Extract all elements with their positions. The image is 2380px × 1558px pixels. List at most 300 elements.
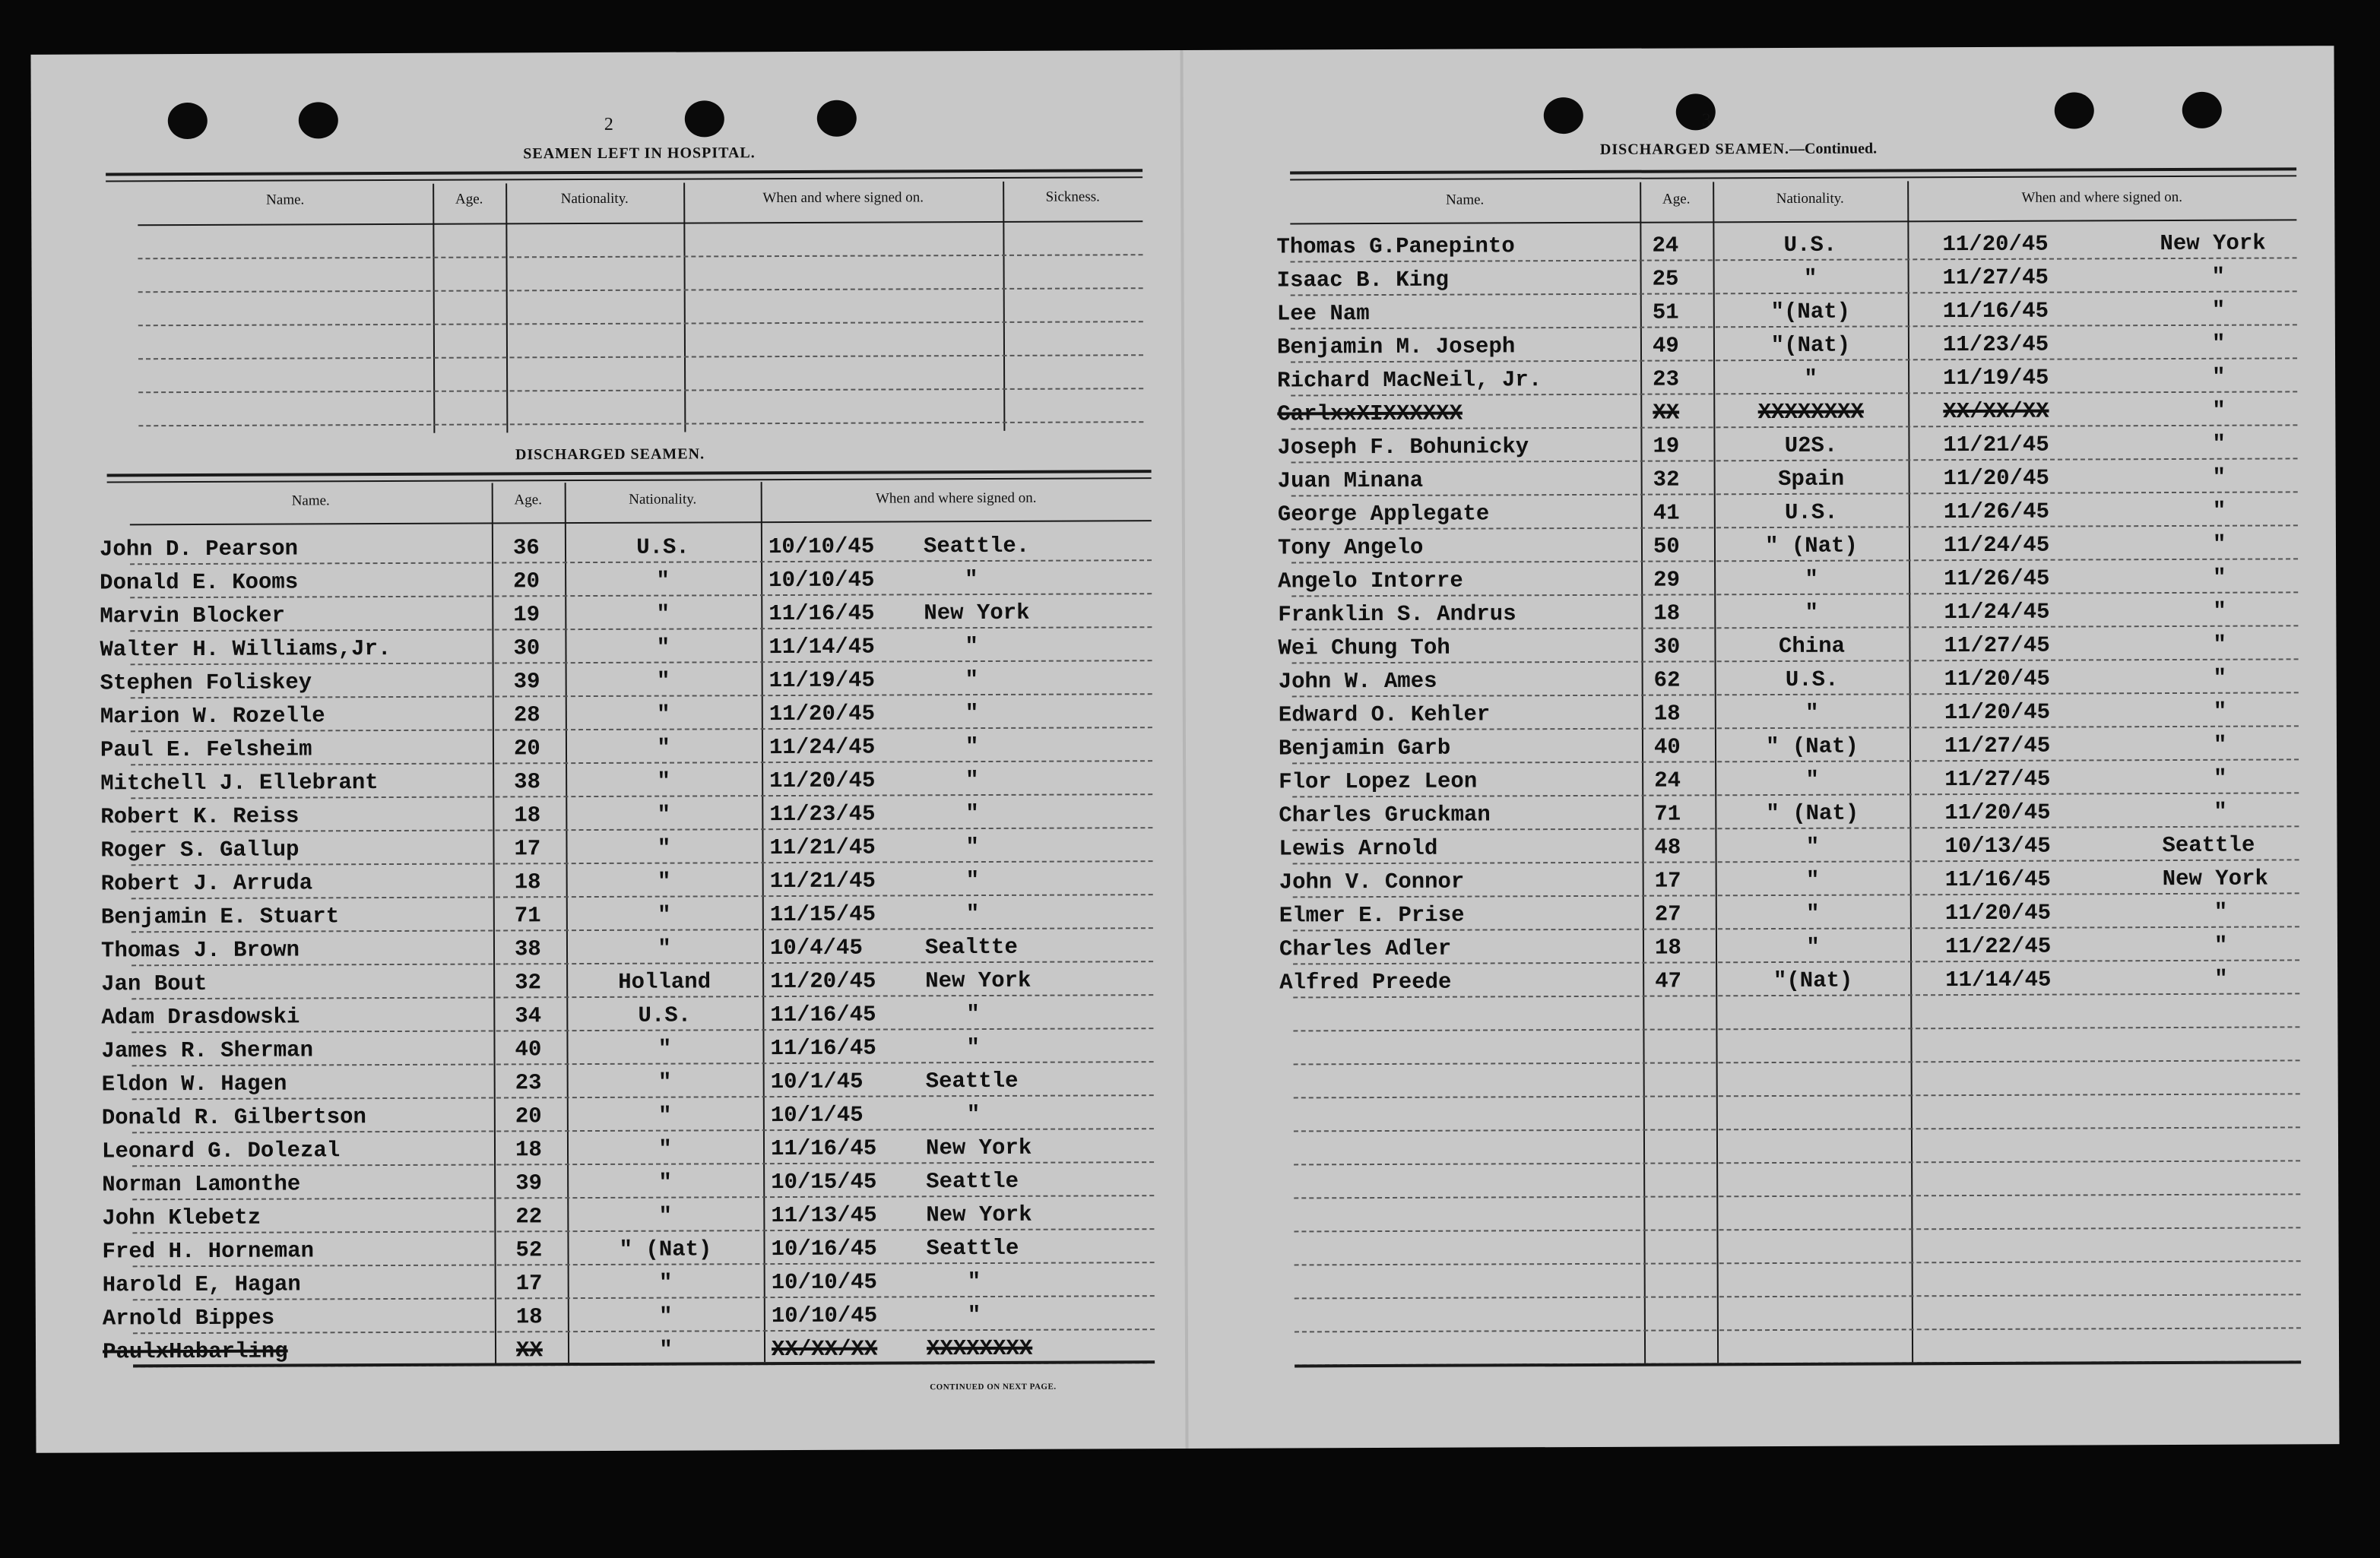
table-rule [107,477,1152,483]
seaman-nationality: " [658,1069,672,1095]
header-age: Age. [1662,191,1691,207]
signed-on-date: 11/20/45 [769,701,876,727]
signed-on-place: " [965,734,979,760]
signed-on-date: 11/24/45 [1944,599,2050,625]
header-signed-on: When and where signed on. [875,489,1037,507]
seaman-name: Jan Bout [101,971,208,997]
page-number: 3 [1701,110,1711,131]
seaman-nationality: "(Nat) [1770,299,1851,325]
seaman-nationality: " [657,802,671,828]
signed-on-place: XXXXXXXX [926,1335,1033,1362]
signed-on-place: " [2212,531,2226,557]
signed-on-place: " [2211,297,2226,323]
seaman-age: 23 [515,1070,542,1096]
seaman-age: 17 [1654,868,1681,894]
seaman-nationality: " [657,835,671,861]
signed-on-place: Seattle [925,1068,1019,1094]
seaman-age: 51 [1652,299,1679,325]
seaman-nationality: U.S. [1785,667,1839,692]
seaman-name: Joseph F. Bohunicky [1277,434,1529,461]
signed-on-date: 11/21/45 [769,868,876,895]
seaman-name: Donald R. Gilbertson [101,1104,366,1131]
seaman-age: 40 [1653,734,1681,760]
signed-on-date: 11/19/45 [1943,365,2049,391]
signed-on-date: 11/27/45 [1944,632,2050,659]
seaman-age: 50 [1653,534,1680,559]
seaman-nationality: " [657,869,671,895]
seaman-name: Fred H. Horneman [102,1238,315,1265]
signed-on-date: 11/20/45 [1942,231,2049,258]
seaman-nationality: U2S. [1784,432,1838,458]
signed-on-date: 11/20/45 [1944,900,2052,926]
signed-on-date: 10/15/45 [771,1169,877,1195]
signed-on-place: " [965,634,978,660]
signed-on-date: 11/15/45 [769,901,876,928]
seaman-nationality: "(Nat) [1770,332,1851,359]
seaman-name: Roger S. Gallup [100,837,299,863]
row-line [132,994,1153,999]
seaman-age: 38 [514,769,541,795]
seaman-age: 30 [1653,634,1681,660]
signed-on-place: " [2211,331,2226,356]
seaman-name: Marvin Blocker [100,603,286,629]
seaman-nationality: " [658,1136,672,1162]
signed-on-date: 10/10/45 [771,1269,877,1296]
signed-on-place: " [966,1002,980,1028]
signed-on-place: New York [925,967,1032,994]
seaman-age: 48 [1654,834,1681,860]
seaman-age: 71 [514,903,541,929]
column-divider [683,183,686,432]
signed-on-place: " [2214,966,2228,992]
header-rule [1290,219,2296,224]
signed-on-date: 11/16/45 [1942,298,2049,325]
seaman-nationality: Spain [1778,466,1845,492]
seaman-age: 18 [514,803,541,828]
header-age: Age. [455,191,483,207]
signed-on-place: " [2212,464,2226,490]
seaman-nationality: " [658,1103,672,1129]
seaman-nationality: " [658,1036,672,1062]
header-rule [130,520,1152,525]
seaman-nationality: " [658,1203,673,1229]
seaman-name: Paul E. Felsheim [100,736,312,763]
seaman-nationality: " [1805,566,1818,592]
row-line [1291,491,2298,496]
seaman-age: 47 [1655,968,1682,994]
row-line [1295,1327,2301,1332]
seaman-nationality: " [658,1270,673,1296]
column-divider [433,184,435,433]
table-rule [1290,175,2296,180]
signed-on-date: 11/22/45 [1944,933,2052,960]
signed-on-place: " [965,901,980,927]
signed-on-date: 11/27/45 [1944,733,2051,759]
seaman-age: XX [515,1338,543,1363]
seaman-nationality: " [1805,600,1819,625]
seaman-name: Stephen Foliskey [100,670,312,696]
seaman-nationality: U.S. [1783,232,1837,258]
signed-on-place: " [2214,899,2228,925]
seaman-nationality: Holland [618,969,711,995]
signed-on-date: 11/23/45 [1942,331,2049,358]
signed-on-date: XX/XX/XX [771,1336,878,1363]
seaman-name: Adam Drasdowski [101,1004,300,1031]
discharged-section-title: DISCHARGED SEAMEN. [515,445,705,464]
seaman-name: Flor Lopez Leon [1279,768,1478,795]
row-line [138,287,1143,293]
signed-on-date: 11/20/45 [1944,800,2051,826]
signed-on-date: 10/10/45 [771,1303,878,1329]
row-line [132,1228,1154,1233]
row-line [1293,859,2299,864]
seaman-name: Arnold Bippes [102,1305,275,1332]
signed-on-place: " [965,768,979,793]
seaman-nationality: "(Nat) [1773,967,1853,994]
seaman-nationality: " [1805,834,1820,860]
signed-on-place: New York [2160,230,2266,257]
signed-on-date: 11/16/45 [770,1035,876,1062]
signed-on-place: Seattle [2162,832,2255,859]
seaman-nationality: " [1805,767,1819,793]
row-line [138,388,1143,393]
seaman-age: 17 [515,1271,543,1297]
seaman-name: George Applegate [1277,501,1490,527]
seaman-age: 25 [1652,266,1679,292]
signed-on-place: " [2212,397,2226,423]
seaman-name: Harold E, Hagan [102,1271,301,1298]
crew-list-sheet [30,46,2339,1453]
table-rule [1290,167,2296,174]
seaman-age: 23 [1653,366,1680,392]
seaman-nationality: " [1803,265,1817,291]
seaman-age: 18 [515,1137,542,1163]
row-line [1291,324,2297,329]
left-page [30,50,1185,1453]
seaman-nationality: " [657,735,670,761]
signed-on-date: 10/10/45 [769,567,875,594]
seaman-name: Tony Angelo [1277,534,1424,561]
signed-on-date: 11/20/45 [1943,465,2049,492]
signed-on-date: 10/4/45 [769,935,863,961]
signed-on-date: 11/21/45 [1943,432,2049,458]
signed-on-place: " [2212,431,2226,457]
discharged-continued-title [1571,140,1906,159]
signed-on-place: Seattle. [923,533,1030,559]
signed-on-place: " [2211,264,2226,290]
seaman-nationality: " [657,701,670,727]
seaman-name: Norman Lamonthe [102,1171,301,1198]
signed-on-date: XX/XX/XX [1943,398,2049,425]
seaman-age: XX [1653,400,1680,426]
signed-on-place: " [967,1303,981,1328]
signed-on-place: " [965,868,980,894]
seaman-name: Richard MacNeil, Jr. [1277,367,1542,394]
signed-on-date: 10/1/45 [770,1069,864,1095]
signed-on-date: 10/1/45 [770,1102,864,1129]
signed-on-place: Seattle [926,1235,1019,1262]
seaman-age: 18 [1654,935,1681,961]
row-line [1294,1227,2300,1232]
continued-note: CONTINUED ON NEXT PAGE. [930,1382,1057,1392]
signed-on-date: 11/24/45 [1943,532,2050,559]
right-page [1183,46,2339,1449]
header-name: Name. [1446,192,1485,208]
seaman-age: 71 [1654,801,1681,827]
seaman-name: PaulxHabarling [102,1338,288,1365]
seaman-nationality: China [1778,633,1846,660]
seaman-nationality: " [659,1303,673,1329]
signed-on-place: " [2213,565,2226,591]
column-divider [1003,182,1005,431]
seaman-name: Benjamin M. Joseph [1276,334,1516,360]
signed-on-date: 11/23/45 [769,801,876,828]
seaman-age: 39 [515,1170,543,1196]
seaman-age: 20 [515,1104,542,1129]
signed-on-place: " [2212,498,2226,524]
seaman-name: John Klebetz [102,1205,261,1231]
seaman-name: Benjamin E. Stuart [100,904,340,930]
row-line [138,254,1143,259]
seaman-age: 62 [1653,667,1681,693]
seaman-age: 22 [515,1204,543,1230]
signed-on-place: Sealtte [924,934,1018,961]
row-line [1293,1026,2299,1031]
signed-on-place: " [2213,732,2227,758]
title-text: DISCHARGED SEAMEN. [1599,140,1790,158]
row-line [138,321,1143,326]
signed-on-place: " [965,801,979,827]
signed-on-place: " [2213,698,2227,724]
seaman-nationality: " (Nat) [619,1237,712,1262]
row-line [1294,1093,2300,1098]
signed-on-date: 11/27/45 [1944,766,2051,793]
seaman-age: 20 [513,568,540,594]
seaman-nationality: " [656,601,670,627]
seaman-name: John W. Ames [1278,668,1437,695]
signed-on-date: 11/20/45 [1944,666,2050,692]
table-rule [106,176,1142,182]
seaman-age: 52 [515,1237,543,1263]
seaman-name: Lewis Arnold [1279,835,1438,862]
seaman-nationality: XXXXXXXX [1757,399,1864,426]
seaman-name: Benjamin Garb [1278,735,1451,762]
signed-on-date: 10/10/45 [768,534,875,560]
signed-on-date: 11/26/45 [1943,499,2050,525]
seaman-name: John D. Pearson [99,536,299,562]
signed-on-place: New York [924,600,1030,626]
signed-on-date: 11/16/45 [769,600,875,627]
seaman-nationality: " [658,902,671,928]
seaman-name: Lee Nam [1276,301,1370,327]
row-line [133,1328,1155,1334]
signed-on-place: New York [926,1202,1032,1228]
page-number: 2 [604,114,613,135]
header-rule [138,220,1142,226]
seaman-name: Marion W. Rozelle [100,703,325,730]
seaman-age: 18 [1653,701,1681,727]
seaman-age: 24 [1654,768,1681,793]
signed-on-place: " [967,1269,981,1295]
seaman-age: 18 [1653,600,1681,626]
row-line [1294,1059,2300,1065]
signed-on-date: 11/27/45 [1942,264,2049,291]
signed-on-place: " [965,567,978,593]
seaman-name: John V. Connor [1279,869,1465,895]
seaman-name: Eldon W. Hagen [101,1071,287,1097]
header-age: Age. [514,492,542,508]
seaman-name: CarlxxXIXXXXXX [1277,401,1463,427]
signed-on-date: 11/16/45 [770,1135,877,1162]
row-line [138,354,1143,359]
header-nationality: Nationality. [560,190,629,207]
signed-on-date: 11/24/45 [769,734,876,761]
row-line [1295,1294,2301,1299]
seaman-name: Charles Adler [1279,936,1452,962]
seaman-name: Walter H. Williams,Jr. [100,636,391,663]
signed-on-date: 11/13/45 [771,1202,877,1229]
seaman-age: 41 [1653,500,1680,526]
signed-on-date: 11/14/45 [769,634,875,660]
seaman-nationality: " [659,1337,673,1363]
hospital-section-title: SEAMEN LEFT IN HOSPITAL. [523,144,756,163]
signed-on-date: 11/20/45 [770,968,876,995]
seaman-name: Charles Gruckman [1279,802,1491,828]
signed-on-place: " [2214,765,2227,791]
seaman-name: Robert K. Reiss [100,803,299,830]
row-line [1295,1260,2301,1265]
header-signed-on: When and where signed on. [2021,188,2183,206]
column-divider [505,183,508,432]
seaman-nationality: " (Nat) [1764,533,1858,559]
signed-on-place: " [2214,933,2228,958]
signed-on-place: Seattle [926,1168,1019,1195]
seaman-name: Wei Chung Toh [1278,635,1450,661]
seaman-age: 38 [514,936,541,962]
row-line [1294,1126,2300,1132]
seaman-name: Alfred Preede [1279,969,1452,996]
seaman-nationality: " [656,568,670,594]
seaman-nationality: " (Nat) [1766,733,1859,760]
seaman-age: 19 [1653,433,1680,459]
seaman-age: 18 [515,1304,543,1330]
seaman-nationality: " [1804,366,1817,391]
signed-on-place: " [2213,632,2226,657]
signed-on-date: 11/14/45 [1945,967,2052,993]
header-signed-on: When and where signed on. [762,189,924,207]
table-rule [106,169,1142,176]
seaman-name: Angelo Intorre [1278,568,1463,594]
signed-on-date: 10/16/45 [771,1236,877,1262]
title-continued: —Continued. [1789,140,1878,157]
row-line [1294,1160,2300,1165]
row-line [138,421,1143,426]
signed-on-place: " [2213,598,2226,624]
signed-on-place: " [966,1102,981,1128]
seaman-name: Donald E. Kooms [100,569,299,596]
seaman-nationality: U.S. [636,534,689,560]
row-line [1291,558,2298,563]
seaman-age: 17 [514,836,541,862]
signed-on-date: 11/20/45 [769,768,876,794]
seaman-nationality: " [658,936,671,961]
table-rule [107,470,1152,477]
seaman-name: Elmer E. Prise [1279,902,1465,929]
seaman-nationality: " [1806,934,1820,960]
seaman-nationality: " [1805,700,1819,726]
seaman-nationality: U.S. [1784,499,1838,525]
signed-on-place: " [965,667,979,693]
row-line [1292,692,2299,697]
seaman-age: 18 [514,869,541,895]
seaman-age: 29 [1653,567,1681,593]
signed-on-place: " [2214,799,2227,825]
signed-on-date: 11/20/45 [1944,699,2051,726]
seaman-age: 32 [1653,467,1680,492]
seaman-nationality: " [658,1170,672,1195]
seaman-nationality: " (Nat) [1766,800,1859,827]
signed-on-place: " [965,834,979,860]
seaman-name: Edward O. Kehler [1278,701,1491,728]
seaman-age: 34 [515,1003,542,1029]
signed-on-date: 11/16/45 [1944,866,2051,893]
signed-on-place: " [965,701,979,727]
seaman-name: Juan Minana [1277,467,1424,494]
seaman-age: 24 [1652,233,1679,258]
header-name: Name. [291,492,330,509]
header-nationality: Nationality. [1776,190,1844,207]
row-line [1294,1193,2300,1199]
header-nationality: Nationality. [629,491,697,508]
seaman-name: Mitchell J. Ellebrant [100,770,379,796]
seaman-name: Thomas J. Brown [100,937,300,964]
seaman-age: 32 [515,970,542,996]
signed-on-place: " [2212,364,2226,390]
seaman-nationality: " [656,635,670,660]
seaman-nationality: " [1806,901,1820,926]
seaman-age: 30 [513,635,540,661]
seaman-nationality: " [656,668,670,694]
seaman-name: Thomas G.Panepinto [1276,233,1515,260]
seaman-name: Isaac B. King [1276,267,1449,293]
signed-on-date: 11/21/45 [769,834,876,861]
header-sickness: Sickness. [1045,188,1100,205]
seaman-age: 27 [1654,901,1681,927]
seaman-age: 36 [512,535,540,561]
seaman-age: 40 [515,1037,542,1062]
table-bottom-rule [1295,1360,2301,1367]
seaman-nationality: " [657,768,670,794]
signed-on-date: 11/26/45 [1944,565,2050,592]
seaman-age: 19 [513,602,540,628]
seaman-age: 20 [513,736,540,762]
seaman-name: Leonard G. Dolezal [101,1138,341,1164]
signed-on-date: 11/16/45 [770,1002,876,1028]
seaman-name: Franklin S. Andrus [1278,601,1516,628]
signed-on-place: New York [925,1135,1032,1161]
header-name: Name. [266,192,305,208]
signed-on-date: 10/13/45 [1944,833,2051,860]
seaman-age: 39 [513,669,540,695]
signed-on-place: " [2213,665,2227,691]
signed-on-date: 11/19/45 [769,667,875,694]
seaman-name: James R. Sherman [101,1037,314,1064]
seaman-age: 49 [1652,333,1679,359]
seaman-name: Robert J. Arruda [100,870,313,897]
seaman-nationality: " [1805,867,1820,893]
signed-on-place: " [966,1035,980,1061]
signed-on-place: New York [2162,866,2268,892]
